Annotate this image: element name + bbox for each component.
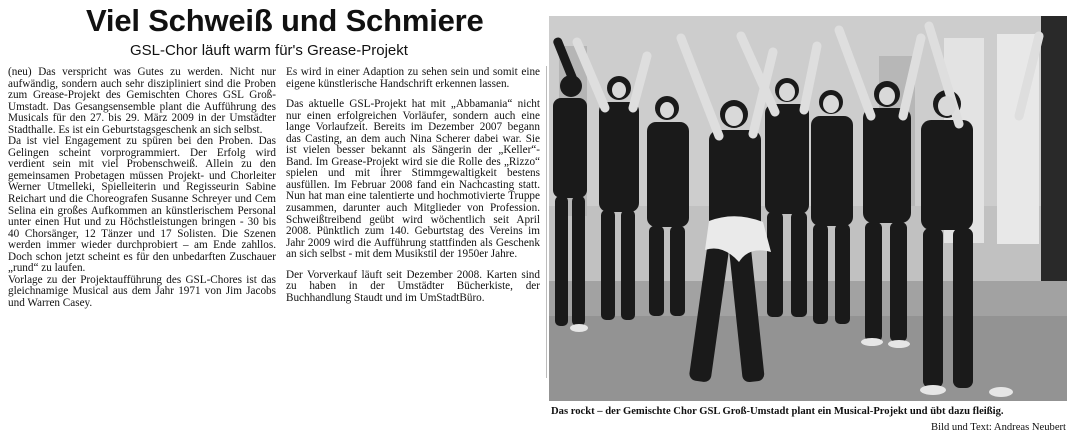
article-subheadline: GSL-Chor läuft warm für's Grease-Projekt bbox=[130, 42, 408, 59]
photo-caption: Das rockt – der Gemischte Chor GSL Groß-Umstadt plant ein Musical-Projekt und übt dazu fleißig. bbox=[551, 406, 1004, 417]
column-divider bbox=[546, 66, 547, 378]
article-paragraph: Das aktuelle GSL-Projekt hat mit „Abbamania“ nicht nur einen erfolgreichen Vorläufer, sondern auch eine lange Vorlaufzeit. Bereits im Dezember 2007 begann das Casting, an dem auch Nina Scherer dabei war. Sie ist vielen besser bekannt als Sängerin der „Keller“-Band. Im Grease-Projekt wird sie die Rolle des „Rizzo“ spielen und mit ihrer Stimmgewaltigkeit bestens ausfüllen. Im Februar 2008 fand ein Nachcasting statt. Nun hat man eine talentierte und hochmotivierte Truppe zusammen, darunter auch Mitglieder von Profession. Schweißtreibend geübt wird wöchentlich seit April 2008. Pünktlich zum 140. Geburtstag des Vereins im Jahr 2009 wird die Aufführung stattfinden als Geschenk an sich selbst - mit dem Musikstil der 1950er Jahre. bbox=[286, 98, 540, 261]
article-photo bbox=[549, 16, 1067, 401]
article-paragraph: Vorlage zu der Projektaufführung des GSL-Chores ist das gleichnamige Musical aus dem Jahr 1971 von Jim Jacobs und Warren Casey. bbox=[8, 273, 276, 309]
article-headline: Viel Schweiß und Schmiere bbox=[86, 3, 484, 38]
article-paragraph: (neu) Das verspricht was Gutes zu werden. Nicht nur aufwändig, sondern auch sehr diszipliniert sind die Proben zum Grease-Projekt des Gemischten Chores GSL Groß-Umstadt. Das Gesangsensemble plant die Aufführung des Musicals für den 27. bis 29. März 2009 in der Umstädter Stadthalle. Es ist ein Geburtstagsgeschenk an sich selbst. bbox=[8, 66, 276, 136]
choir-rehearsal-photo bbox=[549, 16, 1067, 401]
photo-credit: Bild und Text: Andreas Neubert bbox=[931, 422, 1066, 433]
article-column-1 bbox=[8, 67, 276, 309]
article-paragraph: Es wird in einer Adaption zu sehen sein und somit eine eigene künstlerische Handschrift erkennen lassen. bbox=[286, 66, 540, 90]
article-column-2 bbox=[286, 67, 540, 304]
article-paragraph: Da ist viel Engagement zu spüren bei den Proben. Das Gelingen scheint vorprogrammiert. Der Erfolg wird verdient sein mit viel Probenschweiß. Allein zu den gemeinsamen Probetagen müssen Projekt- und Chorleiter Werner Utmelleki, Spielleiterin und Regisseurin Sabine Reichart und die Choreografen Susanne Schreyer und Cem Selina ein großes Aufkommen an künstlerischem Personal unter einen Hut und zu Höchstleistungen bringen - 30 bis 40 Chorsänger, 12 Tänzer und 17 Solisten. Die Szenen werden immer wieder durchprobiert – am Ende zahllos. Doch schon jetzt scheint es für den unbedarften Zuschauer „rund“ zu laufen. bbox=[8, 135, 276, 275]
article-paragraph: Der Vorverkauf läuft seit Dezember 2008. Karten sind zu haben in der Umstädter Bücherkiste, der Buchhandlung Staudt und im UmStadtBüro. bbox=[286, 268, 540, 304]
